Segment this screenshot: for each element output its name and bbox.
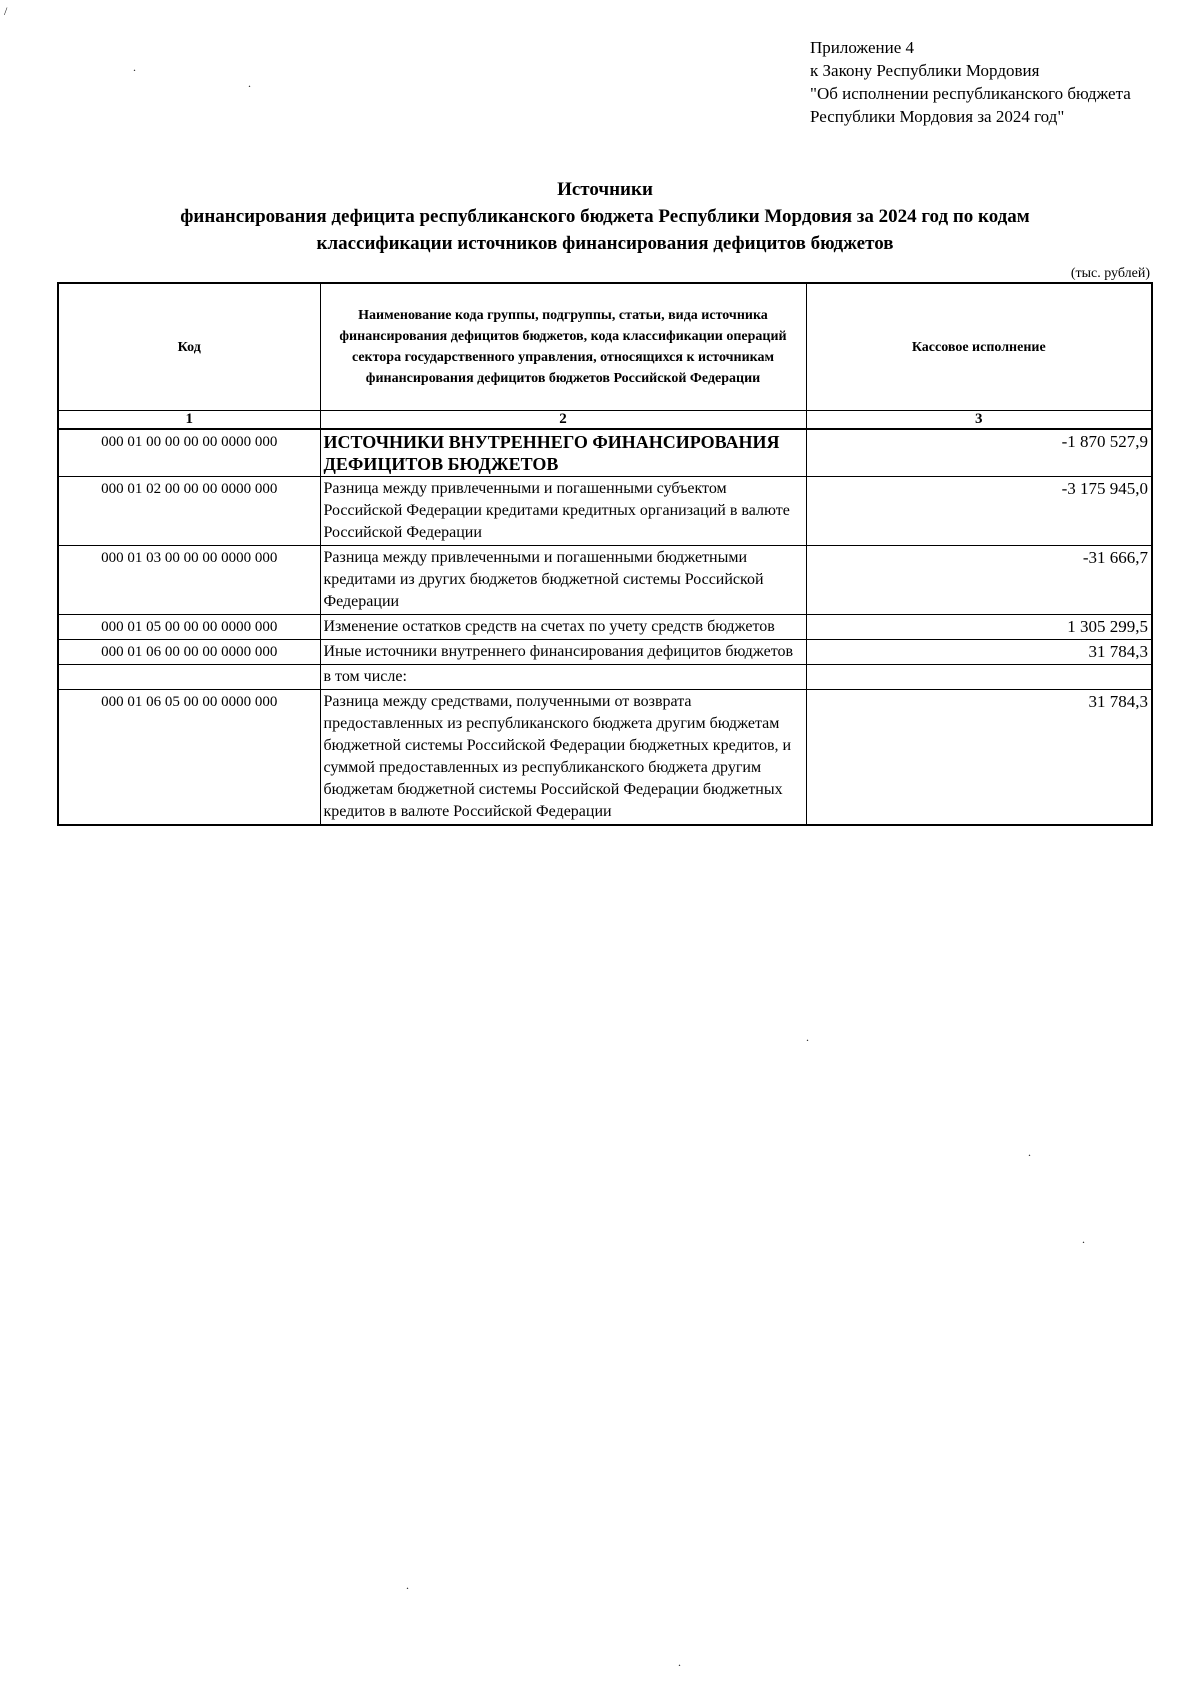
appendix-line: "Об исполнении республиканского бюджета — [810, 84, 1131, 103]
scan-speck: . — [678, 1655, 681, 1669]
table-row — [58, 429, 1152, 477]
scan-speck: . — [248, 76, 251, 90]
title-line-1: Источники — [557, 179, 653, 200]
row-code: 000 01 03 00 00 00 0000 000 — [58, 546, 320, 615]
row-amount: 1 305 299,5 — [806, 615, 1152, 640]
title-line-3: классификации источников финансирования дефицитов бюджетов — [316, 233, 894, 254]
table-row — [58, 690, 1152, 826]
appendix-reference — [810, 36, 1131, 128]
row-name: Разница между средствами, полученными от возврата предоставленных из республиканского бюджета другим бюджетам бюджетной системы Российской Федерации бюджетных кредитов, и суммой предоставленных из республиканского бюджета другим бюджетам бюджетной системы Российской Федерации бюджетных кредитов в валюте Российской Федерации — [320, 690, 806, 826]
scan-speck: . — [806, 1030, 809, 1044]
appendix-line: Республики Мордовия за 2024 год" — [810, 107, 1065, 126]
row-amount: 31 784,3 — [806, 640, 1152, 665]
row-code: 000 01 00 00 00 00 0000 000 — [58, 429, 320, 477]
financing-sources-table — [57, 282, 1153, 826]
row-amount: -31 666,7 — [806, 546, 1152, 615]
row-code: 000 01 06 05 00 00 0000 000 — [58, 690, 320, 826]
header-amount: Кассовое исполнение — [806, 283, 1152, 411]
row-name: Изменение остатков средств на счетах по учету средств бюджетов — [320, 615, 806, 640]
table-row — [58, 477, 1152, 546]
row-name: Разница между привлеченными и погашенными субъектом Российской Федерации кредитами кредитных организаций в валюте Российской Федерации — [320, 477, 806, 546]
row-amount: 31 784,3 — [806, 690, 1152, 826]
row-amount: -3 175 945,0 — [806, 477, 1152, 546]
column-number: 2 — [320, 411, 806, 430]
table-header-row — [58, 283, 1152, 411]
row-code: 000 01 06 00 00 00 0000 000 — [58, 640, 320, 665]
document-title — [60, 176, 1150, 257]
row-name: ИСТОЧНИКИ ВНУТРЕННЕГО ФИНАНСИРОВАНИЯ ДЕФИЦИТОВ БЮДЖЕТОВ — [320, 429, 806, 477]
row-name: в том числе: — [320, 665, 806, 690]
scan-speck: . — [1028, 1145, 1031, 1159]
header-code: Код — [58, 283, 320, 411]
scan-speck: / — [4, 4, 8, 18]
title-line-2: финансирования дефицита республиканского бюджета Республики Мордовия за 2024 год по кодам — [180, 206, 1030, 227]
header-name: Наименование кода группы, подгруппы, статьи, вида источника финансирования дефицитов бюджетов, кода классификации операций сектора государственного управления, относящихся к источникам финансирования дефицитов бюджетов Российской Федерации — [320, 283, 806, 411]
row-amount: -1 870 527,9 — [806, 429, 1152, 477]
row-code: 000 01 02 00 00 00 0000 000 — [58, 477, 320, 546]
scan-speck: . — [406, 1578, 409, 1592]
scan-speck: . — [1082, 1232, 1085, 1246]
row-code — [58, 665, 320, 690]
row-name: Иные источники внутреннего финансирования дефицитов бюджетов — [320, 640, 806, 665]
table-row — [58, 546, 1152, 615]
table-row — [58, 640, 1152, 665]
table-row — [58, 615, 1152, 640]
column-number: 1 — [58, 411, 320, 430]
appendix-line: Приложение 4 — [810, 38, 914, 57]
row-code: 000 01 05 00 00 00 0000 000 — [58, 615, 320, 640]
column-number-row — [58, 411, 1152, 430]
table-row — [58, 665, 1152, 690]
column-number: 3 — [806, 411, 1152, 430]
appendix-line: к Закону Республики Мордовия — [810, 61, 1040, 80]
units-label: (тыс. рублей) — [1070, 266, 1150, 281]
row-name: Разница между привлеченными и погашенными бюджетными кредитами из других бюджетов бюджетной системы Российской Федерации — [320, 546, 806, 615]
row-amount — [806, 665, 1152, 690]
scan-speck: . — [133, 60, 136, 74]
